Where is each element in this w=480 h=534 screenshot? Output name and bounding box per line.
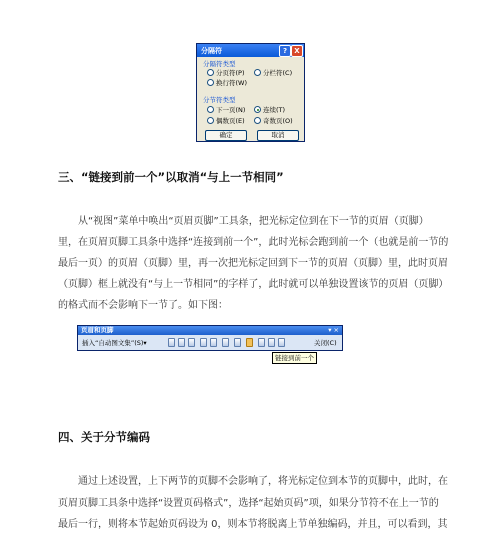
- insert-date-icon[interactable]: [200, 338, 207, 347]
- section3-line-2: 里，在页眉页脚工具条中选择“连接到前一个”，此时光标会跑到前一个（也就是前一节的: [58, 237, 449, 248]
- show-hide-text-icon[interactable]: [234, 338, 241, 347]
- format-page-number-icon[interactable]: [188, 338, 195, 347]
- radio-circle[interactable]: [207, 106, 214, 113]
- radio-circle[interactable]: [207, 117, 214, 124]
- help-icon[interactable]: ?: [279, 45, 291, 57]
- link-to-previous-icon[interactable]: [246, 338, 253, 347]
- toolbar-close-icon[interactable]: ▾ ×: [328, 326, 339, 334]
- section-type-group-label: 分节符类型: [203, 96, 236, 104]
- radio-page-break[interactable]: [207, 68, 245, 77]
- section3-line-5: 的格式而不会影响下一节了。如下图：: [58, 300, 228, 311]
- dialog-titlebar: [197, 44, 304, 57]
- radio-label: 偶数页(E): [216, 117, 245, 125]
- radio-next-page[interactable]: [207, 105, 245, 114]
- radio-label: 奇数页(O): [263, 117, 293, 125]
- radio-label: 分页符(P): [216, 69, 245, 77]
- radio-odd-page[interactable]: [254, 116, 293, 125]
- close-toolbar-button[interactable]: 关闭(C): [314, 339, 337, 347]
- toolbar-titlebar: [78, 326, 342, 335]
- radio-circle[interactable]: [207, 79, 214, 86]
- insert-page-number-icon[interactable]: [168, 338, 175, 347]
- switch-header-footer-icon[interactable]: [258, 338, 265, 347]
- radio-line-break[interactable]: [207, 78, 247, 87]
- page-setup-icon[interactable]: [222, 338, 229, 347]
- section3-line-3: 最后一页）的页眉（页脚）里，再一次把光标定回到下一节的页眉（页脚）里，此时页眉: [58, 258, 448, 269]
- ok-button[interactable]: 确定: [205, 130, 247, 141]
- show-next-icon[interactable]: [278, 338, 285, 347]
- section4-heading: 四、关于分节编码: [58, 430, 150, 444]
- section4-line-2: 页眉页脚工具条中选择“设置页码格式”，选择“起始页码”项，如果分节符不在上一节的: [58, 498, 439, 509]
- radio-label: 换行符(W): [216, 79, 247, 87]
- radio-label: 下一页(N): [216, 106, 246, 114]
- dialog-title: 分隔符: [201, 47, 222, 55]
- insert-time-icon[interactable]: [210, 338, 217, 347]
- radio-even-page[interactable]: [207, 116, 245, 125]
- radio-circle[interactable]: [207, 69, 214, 76]
- show-previous-icon[interactable]: [268, 338, 275, 347]
- radio-column-break[interactable]: [254, 68, 292, 77]
- break-type-group-label: 分隔符类型: [203, 60, 236, 68]
- break-dialog: [196, 43, 305, 142]
- radio-continuous[interactable]: [254, 105, 285, 114]
- section3-heading: 三、“链接到前一个”以取消“与上一节相同”: [58, 170, 284, 184]
- section4-line-3: 最后一行，则将本节起始页码设为 0，则本节将脱离上节单独编码，并且，可以看到，其: [58, 519, 448, 530]
- radio-label: 连续(T): [263, 106, 286, 114]
- radio-circle-selected[interactable]: [254, 106, 261, 113]
- insert-autotext-button[interactable]: 插入“自动图文集”(S)▾: [82, 339, 147, 347]
- section4-line-1: 通过上述设置，上下两节的页脚不会影响了，将光标定位到本节的页脚中，此时，在: [78, 476, 448, 487]
- radio-circle[interactable]: [254, 117, 261, 124]
- cancel-button[interactable]: 取消: [257, 130, 299, 141]
- close-icon[interactable]: X: [291, 45, 303, 57]
- radio-label: 分栏符(C): [263, 69, 293, 77]
- section3-line-1: 从“视图”菜单中唤出“页眉页脚”工具条，把光标定位到在下一节的页眉（页脚）: [78, 216, 429, 227]
- insert-page-count-icon[interactable]: [178, 338, 185, 347]
- toolbar-body: [78, 335, 342, 350]
- radio-circle[interactable]: [254, 69, 261, 76]
- section3-line-4: （页脚）框上就没有“与上一节相同”的字样了，此时就可以单独设置该节的页眉（页脚）: [58, 279, 449, 290]
- toolbar-title: 页眉和页脚: [81, 326, 114, 334]
- link-to-previous-tooltip: 链接到前一个: [272, 352, 317, 364]
- header-footer-toolbar: [77, 325, 343, 351]
